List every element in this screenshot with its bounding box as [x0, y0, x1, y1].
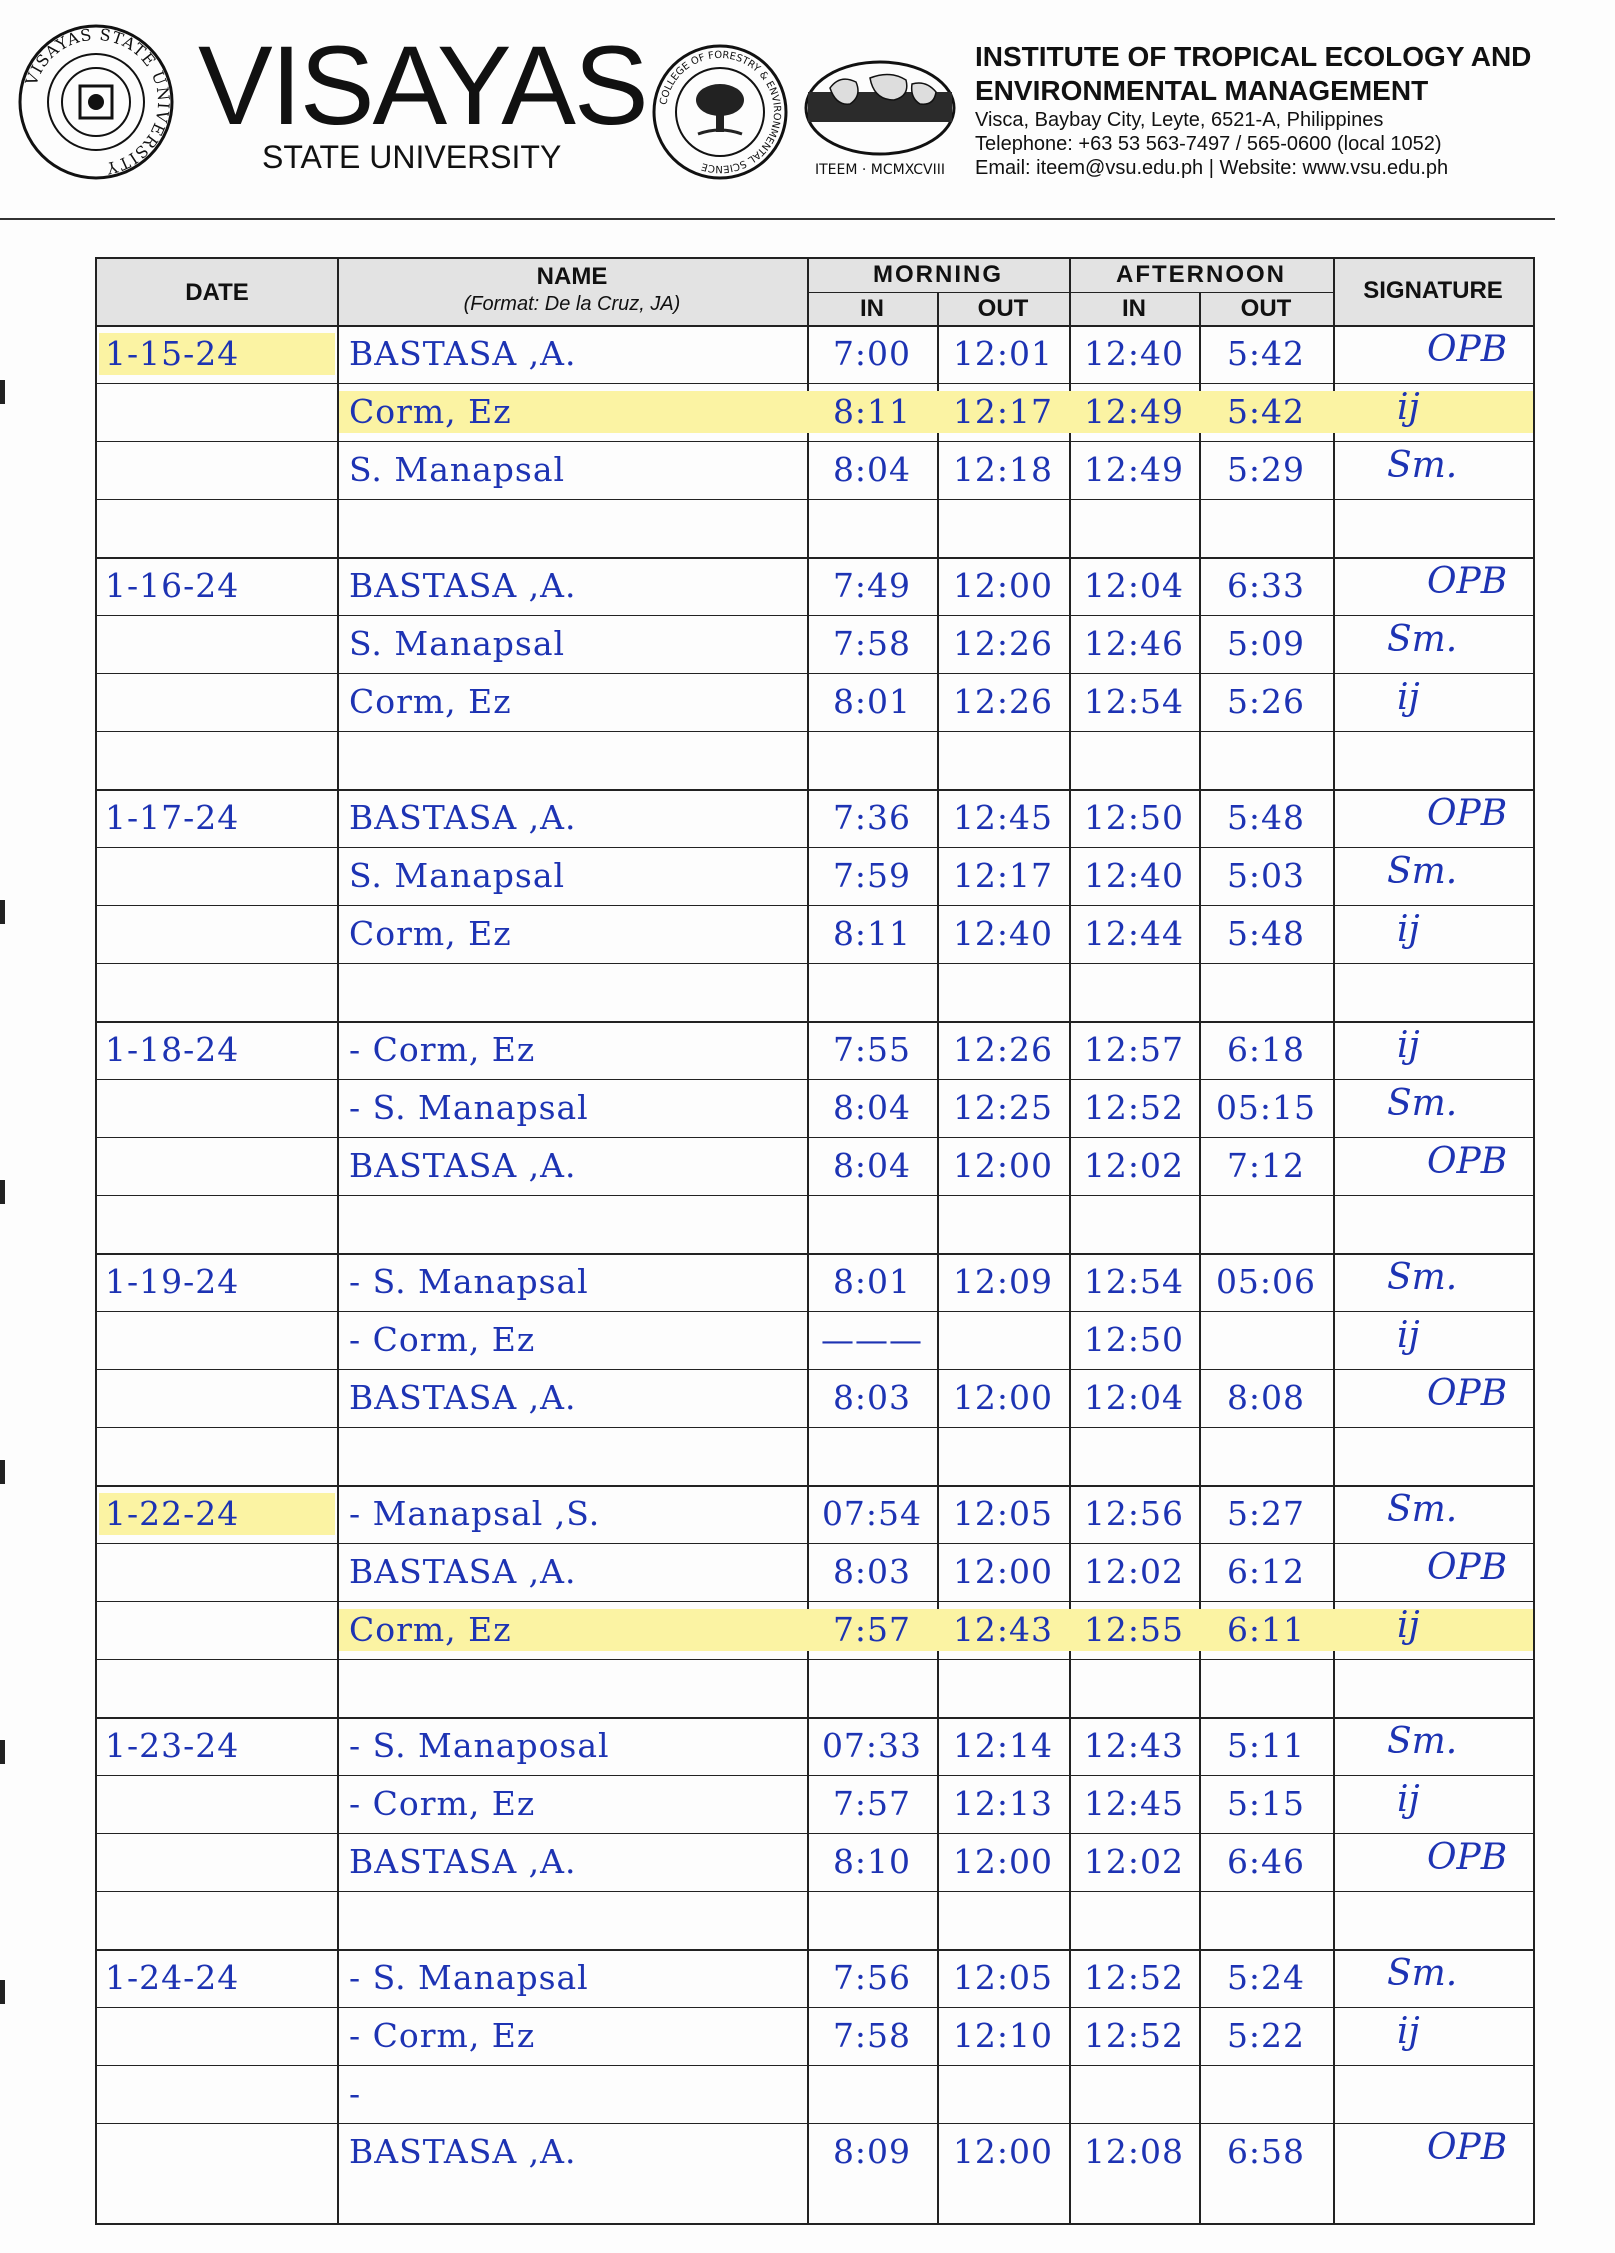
afternoon-out-cell: 5:42	[1226, 334, 1306, 373]
morning-in-cell: 07:54	[821, 1494, 923, 1533]
row-divider	[97, 1253, 1533, 1255]
seal-text: VISAYAS STATE UNIVERSITY	[21, 24, 174, 179]
name-cell: Corm, Ez	[349, 914, 512, 953]
column-divider	[1069, 259, 1071, 2223]
afternoon-out-cell: 8:08	[1226, 1378, 1306, 1417]
row-divider	[97, 1427, 1533, 1428]
university-seal-logo	[16, 22, 176, 182]
morning-in-cell: 7:55	[832, 1030, 912, 1069]
morning-in-cell: 7:00	[832, 334, 912, 373]
afternoon-in-cell: 12:04	[1083, 566, 1185, 605]
row-divider	[97, 673, 1533, 674]
morning-out-cell: 12:26	[952, 1030, 1054, 1069]
signature-cell: ij	[1397, 1025, 1420, 1066]
institute-email-website: Email: iteem@vsu.edu.ph | Website: www.vsu.edu.ph	[975, 157, 1449, 179]
row-divider	[97, 2007, 1533, 2008]
afternoon-out-cell: 6:18	[1226, 1030, 1306, 1069]
morning-in-cell: 8:03	[832, 1378, 912, 1417]
afternoon-in-cell: 12:52	[1083, 1088, 1185, 1127]
morning-in-cell: 7:49	[832, 566, 912, 605]
header-afternoon: AFTERNOON	[1116, 261, 1286, 288]
afternoon-out-cell: 5:22	[1226, 2016, 1306, 2055]
date-cell: 1-23-24	[105, 1726, 240, 1765]
row-divider	[97, 1775, 1533, 1776]
row-divider	[97, 557, 1533, 559]
signature-cell: ij	[1397, 1605, 1420, 1646]
row-divider	[97, 1369, 1533, 1370]
signature-cell: OPB	[1427, 793, 1508, 834]
morning-out-cell: 12:26	[952, 624, 1054, 663]
morning-in-cell: 8:01	[832, 1262, 912, 1301]
name-cell: - Corm, Ez	[349, 1784, 536, 1823]
header-afternoon-out: OUT	[1240, 295, 1292, 322]
morning-in-cell: 8:11	[832, 914, 912, 953]
name-cell: Corm, Ez	[349, 392, 512, 431]
name-cell: - S. Manapsal	[349, 1958, 589, 1997]
row-divider	[97, 1311, 1533, 1312]
signature-cell: Sm.	[1387, 1083, 1458, 1124]
afternoon-in-cell: 12:44	[1083, 914, 1185, 953]
signature-cell: Sm.	[1387, 1257, 1458, 1298]
row-divider	[97, 615, 1533, 616]
afternoon-out-cell: 05:15	[1215, 1088, 1317, 1127]
row-divider	[97, 905, 1533, 906]
morning-in-cell: 7:57	[832, 1784, 912, 1823]
afternoon-in-cell: 12:43	[1083, 1726, 1185, 1765]
afternoon-in-cell: 12:49	[1083, 450, 1185, 489]
afternoon-in-cell: 12:40	[1083, 856, 1185, 895]
name-cell: S. Manapsal	[349, 624, 566, 663]
afternoon-out-cell: 6:58	[1226, 2132, 1306, 2171]
signature-cell: ij	[1397, 1779, 1420, 1820]
morning-out-cell: 12:01	[952, 334, 1054, 373]
signature-cell: OPB	[1427, 1837, 1508, 1878]
row-divider	[97, 1601, 1533, 1602]
morning-in-cell: ———	[821, 1320, 923, 1359]
binder-mark	[0, 1740, 5, 1764]
name-cell: - S. Manapsal	[349, 1088, 589, 1127]
name-cell: - Corm, Ez	[349, 1030, 536, 1069]
signature-cell: ij	[1397, 2011, 1420, 2052]
afternoon-in-cell: 12:40	[1083, 334, 1185, 373]
binder-mark	[0, 1460, 5, 1484]
row-divider	[97, 1659, 1533, 1660]
brand-name: VISAYAS	[198, 23, 647, 148]
afternoon-in-cell: 12:52	[1083, 1958, 1185, 1997]
afternoon-in-cell: 12:54	[1083, 1262, 1185, 1301]
date-cell: 1-17-24	[105, 798, 240, 837]
morning-in-cell: 8:10	[832, 1842, 912, 1881]
afternoon-out-cell: 5:48	[1226, 914, 1306, 953]
morning-in-cell: 7:58	[832, 2016, 912, 2055]
name-cell: S. Manapsal	[349, 450, 566, 489]
name-cell: -	[349, 2074, 362, 2113]
row-divider	[97, 1195, 1533, 1196]
morning-in-cell: 8:11	[832, 392, 912, 431]
morning-out-cell: 12:14	[952, 1726, 1054, 1765]
morning-out-cell: 12:00	[952, 1146, 1054, 1185]
row-divider	[97, 1485, 1533, 1487]
row-divider	[97, 1137, 1533, 1138]
header-date: DATE	[185, 279, 249, 306]
row-divider	[97, 789, 1533, 791]
morning-in-cell: 7:58	[832, 624, 912, 663]
column-divider	[807, 259, 809, 2223]
morning-out-cell: 12:45	[952, 798, 1054, 837]
name-cell: - Corm, Ez	[349, 2016, 536, 2055]
row-divider	[97, 441, 1533, 442]
afternoon-out-cell: 5:09	[1226, 624, 1306, 663]
afternoon-in-cell: 12:56	[1083, 1494, 1185, 1533]
row-divider	[97, 847, 1533, 848]
morning-out-cell: 12:40	[952, 914, 1054, 953]
row-divider	[97, 963, 1533, 964]
name-cell: S. Manapsal	[349, 856, 566, 895]
morning-out-cell: 12:05	[952, 1958, 1054, 1997]
date-cell: 1-22-24	[105, 1494, 240, 1533]
afternoon-in-cell: 12:50	[1083, 1320, 1185, 1359]
afternoon-in-cell: 12:02	[1083, 1146, 1185, 1185]
institute-title-line1: INSTITUTE OF TROPICAL ECOLOGY AND	[975, 41, 1532, 72]
morning-in-cell: 8:04	[832, 1088, 912, 1127]
morning-out-cell: 12:05	[952, 1494, 1054, 1533]
date-cell: 1-18-24	[105, 1030, 240, 1069]
morning-in-cell: 8:03	[832, 1552, 912, 1591]
signature-cell: OPB	[1427, 561, 1508, 602]
signature-cell: ij	[1397, 1315, 1420, 1356]
iteem-logo	[800, 48, 960, 188]
header-morning: MORNING	[873, 261, 1003, 288]
name-cell: BASTASA ,A.	[349, 1146, 577, 1185]
date-cell: 1-15-24	[105, 334, 240, 373]
afternoon-out-cell: 6:46	[1226, 1842, 1306, 1881]
date-cell: 1-16-24	[105, 566, 240, 605]
institute-title-line2: ENVIRONMENTAL MANAGEMENT	[975, 75, 1429, 106]
row-divider	[97, 1079, 1533, 1080]
afternoon-out-cell: 6:11	[1226, 1610, 1306, 1649]
morning-out-cell: 12:00	[952, 566, 1054, 605]
afternoon-in-cell: 12:57	[1083, 1030, 1185, 1069]
afternoon-in-cell: 12:54	[1083, 682, 1185, 721]
row-divider	[97, 1021, 1533, 1023]
name-cell: - S. Manapsal	[349, 1262, 589, 1301]
morning-in-cell: 8:04	[832, 1146, 912, 1185]
morning-out-cell: 12:17	[952, 392, 1054, 431]
row-divider	[97, 731, 1533, 732]
morning-in-cell: 8:04	[832, 450, 912, 489]
name-cell: BASTASA ,A.	[349, 334, 577, 373]
morning-in-cell: 7:36	[832, 798, 912, 837]
name-cell: - S. Manaposal	[349, 1726, 610, 1765]
morning-in-cell: 8:01	[832, 682, 912, 721]
row-divider	[97, 1543, 1533, 1544]
signature-cell: OPB	[1427, 2127, 1508, 2168]
signature-cell: OPB	[1427, 1547, 1508, 1588]
signature-cell: OPB	[1427, 1373, 1508, 1414]
signature-cell: Sm.	[1387, 1953, 1458, 1994]
header-morning-in: IN	[860, 295, 884, 322]
binder-mark	[0, 380, 5, 404]
afternoon-out-cell: 5:11	[1226, 1726, 1306, 1765]
name-cell: Corm, Ez	[349, 682, 512, 721]
signature-cell: Sm.	[1387, 1721, 1458, 1762]
afternoon-out-cell: 7:12	[1226, 1146, 1306, 1185]
name-cell: Corm, Ez	[349, 1610, 512, 1649]
signature-cell: OPB	[1427, 1141, 1508, 1182]
attendance-table	[95, 257, 1535, 2225]
afternoon-out-cell: 5:48	[1226, 798, 1306, 837]
date-cell: 1-19-24	[105, 1262, 240, 1301]
afternoon-out-cell: 5:27	[1226, 1494, 1306, 1533]
binder-mark	[0, 900, 5, 924]
signature-cell: ij	[1397, 387, 1420, 428]
signature-cell: Sm.	[1387, 445, 1458, 486]
signature-cell: ij	[1397, 677, 1420, 718]
afternoon-out-cell: 5:15	[1226, 1784, 1306, 1823]
morning-out-cell: 12:09	[952, 1262, 1054, 1301]
name-cell: BASTASA ,A.	[349, 1378, 577, 1417]
morning-in-cell: 7:56	[832, 1958, 912, 1997]
afternoon-in-cell: 12:46	[1083, 624, 1185, 663]
date-cell: 1-24-24	[105, 1958, 240, 1997]
header-name-format: (Format: De la Cruz, JA)	[463, 293, 681, 315]
name-cell: BASTASA ,A.	[349, 566, 577, 605]
signature-cell: ij	[1397, 909, 1420, 950]
college-forestry-logo	[650, 42, 790, 182]
afternoon-in-cell: 12:55	[1083, 1610, 1185, 1649]
row-divider	[97, 1833, 1533, 1834]
afternoon-in-cell: 12:50	[1083, 798, 1185, 837]
afternoon-in-cell: 12:04	[1083, 1378, 1185, 1417]
column-divider	[1333, 259, 1335, 2223]
institute-header	[975, 40, 1531, 180]
binder-mark	[0, 1980, 5, 2004]
afternoon-in-cell: 12:52	[1083, 2016, 1185, 2055]
morning-in-cell: 07:33	[821, 1726, 923, 1765]
row-divider	[97, 499, 1533, 500]
name-cell: BASTASA ,A.	[349, 798, 577, 837]
institute-telephone: Telephone: +63 53 563-7497 / 565-0600 (local 1052)	[975, 133, 1442, 155]
header-bottom-line	[97, 325, 1533, 327]
afternoon-out-cell: 5:03	[1226, 856, 1306, 895]
name-cell: BASTASA ,A.	[349, 1842, 577, 1881]
header-morning-out: OUT	[977, 295, 1029, 322]
name-cell: - Corm, Ez	[349, 1320, 536, 1359]
row-divider	[97, 383, 1533, 384]
morning-out-cell: 12:25	[952, 1088, 1054, 1127]
morning-out-cell: 12:13	[952, 1784, 1054, 1823]
column-divider	[337, 259, 339, 2223]
row-divider	[97, 1949, 1533, 1951]
morning-out-cell: 12:26	[952, 682, 1054, 721]
name-cell: - Manapsal ,S.	[349, 1494, 601, 1533]
morning-out-cell: 12:10	[952, 2016, 1054, 2055]
college-logo-text: COLLEGE OF FORESTRY & ENVIRONMENTAL SCIENCE	[658, 49, 783, 175]
afternoon-in-cell: 12:45	[1083, 1784, 1185, 1823]
binder-mark	[0, 1180, 5, 1204]
morning-out-cell: 12:18	[952, 450, 1054, 489]
header-afternoon-in: IN	[1122, 295, 1146, 322]
iteem-logo-text: ITEEM · MCMXCVIII	[814, 162, 946, 178]
afternoon-in-cell: 12:02	[1083, 1842, 1185, 1881]
signature-cell: OPB	[1427, 329, 1508, 370]
header-name: NAME	[536, 263, 608, 290]
morning-out-cell: 12:00	[952, 1842, 1054, 1881]
afternoon-out-cell: 5:42	[1226, 392, 1306, 431]
signature-cell: Sm.	[1387, 619, 1458, 660]
row-divider	[97, 1891, 1533, 1892]
row-divider	[97, 2065, 1533, 2066]
afternoon-out-cell: 5:26	[1226, 682, 1306, 721]
name-cell: BASTASA ,A.	[349, 1552, 577, 1591]
afternoon-out-cell: 6:12	[1226, 1552, 1306, 1591]
morning-out-cell: 12:00	[952, 1552, 1054, 1591]
morning-out-cell: 12:43	[952, 1610, 1054, 1649]
afternoon-in-cell: 12:49	[1083, 392, 1185, 431]
morning-out-cell: 12:00	[952, 1378, 1054, 1417]
morning-in-cell: 8:09	[832, 2132, 912, 2171]
afternoon-out-cell: 5:24	[1226, 1958, 1306, 1997]
morning-in-cell: 7:59	[832, 856, 912, 895]
morning-out-cell: 12:17	[952, 856, 1054, 895]
afternoon-out-cell: 5:29	[1226, 450, 1306, 489]
morning-in-cell: 7:57	[832, 1610, 912, 1649]
morning-out-cell: 12:00	[952, 2132, 1054, 2171]
afternoon-out-cell: 6:33	[1226, 566, 1306, 605]
afternoon-out-cell: 05:06	[1215, 1262, 1317, 1301]
header-divider	[0, 218, 1555, 220]
brand-subtitle: STATE UNIVERSITY	[262, 139, 562, 175]
row-divider	[97, 1717, 1533, 1719]
header-signature: SIGNATURE	[1363, 277, 1503, 304]
signature-cell: Sm.	[1387, 851, 1458, 892]
afternoon-in-cell: 12:08	[1083, 2132, 1185, 2171]
row-divider	[97, 2123, 1533, 2124]
name-cell: BASTASA ,A.	[349, 2132, 577, 2171]
institute-address: Visca, Baybay City, Leyte, 6521-A, Philippines	[975, 109, 1384, 131]
signature-cell: Sm.	[1387, 1489, 1458, 1530]
afternoon-in-cell: 12:02	[1083, 1552, 1185, 1591]
